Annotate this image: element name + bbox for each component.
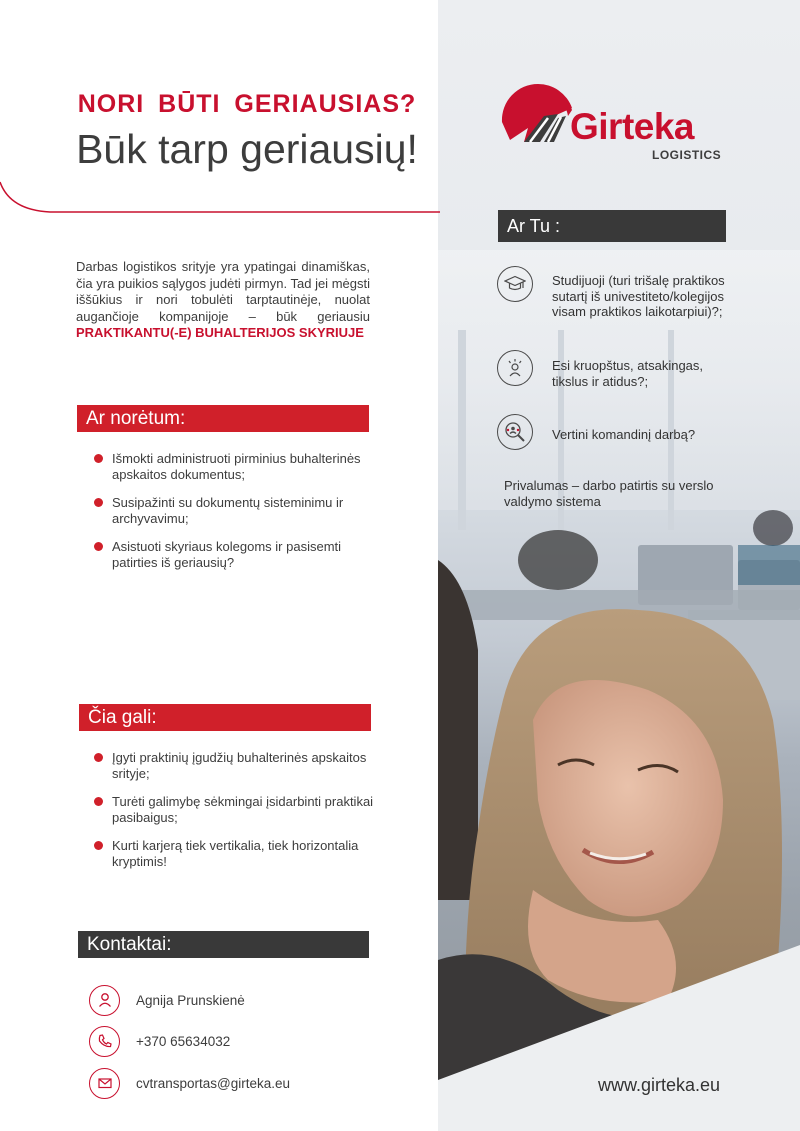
intro-text: Darbas logistikos srityje yra ypatingai dinamiškas, čia yra puikios sąlygos judėti pirmyn. Tad jei mėgsti iššūkius ir nori tobulėti tarptautinėje, nuolat augančioje kompanijoje – būk geriausiu <box>76 259 370 324</box>
bullet-dot-icon <box>94 753 103 762</box>
phone-icon <box>89 1026 120 1057</box>
list-item: Įgyti praktinių įgudžių buhalterinės apskaitos srityje; <box>94 750 374 781</box>
headline: NORI BŪTI GERIAUSIAS? <box>77 90 417 118</box>
envelope-icon <box>89 1068 120 1099</box>
team-search-icon <box>497 414 533 450</box>
are-you-item-text: Esi kruopštus, atsakingas, tikslus ir atidus?; <box>552 358 704 389</box>
graduation-cap-icon <box>497 266 533 302</box>
bullet-dot-icon <box>94 841 103 850</box>
logo-sub: LOGISTICS <box>652 148 722 162</box>
list-item: Turėti galimybę sėkmingai įsidarbinti praktikai pasibaigus; <box>94 794 374 825</box>
person-idea-icon <box>497 350 533 386</box>
would-you-header: Ar norėtum: <box>77 405 369 432</box>
office-photo <box>438 0 800 1131</box>
list-item: Kurti karjerą tiek vertikalia, tiek horizontalia kryptimis! <box>94 838 374 869</box>
contact-email[interactable]: cvtransportas@girteka.eu <box>136 1075 291 1091</box>
contact-name-row <box>89 984 245 1016</box>
list-item: Išmokti administruoti pirminius buhalterinės apskaitos dokumentus; <box>94 451 374 482</box>
contact-email-row[interactable] <box>89 1067 290 1099</box>
would-you-list <box>94 451 374 583</box>
contact-phone-row[interactable] <box>89 1025 230 1057</box>
website-link[interactable]: www.girteka.eu <box>598 1075 721 1095</box>
intro-highlight: PRAKTIKANTU(-E) BUHALTERIJOS SKYRIUJE <box>76 325 364 340</box>
girteka-logo <box>500 80 732 162</box>
person-icon <box>89 985 120 1016</box>
intro-paragraph <box>76 259 370 342</box>
bullet-dot-icon <box>94 542 103 551</box>
list-item: Asistuoti skyriaus kolegoms ir pasisemti patirties iš geriausių? <box>94 539 374 570</box>
contact-name: Agnija Prunskienė <box>136 992 245 1008</box>
are-you-item-text: Studijuoji (turi trišalę praktikos sutartį iš univestiteto/kolegijos visam praktikos laikotarpiui)?; <box>552 273 725 319</box>
photo-panel <box>438 0 800 1131</box>
bullet-dot-icon <box>94 454 103 463</box>
here-you-can-header: Čia gali: <box>79 704 371 731</box>
logo-brand: Girteka <box>570 106 695 147</box>
are-you-item-text: Vertini komandinį darbą? <box>552 427 696 442</box>
here-you-can-list <box>94 750 374 882</box>
bullet-dot-icon <box>94 797 103 806</box>
are-you-header: Ar Tu : <box>498 210 726 242</box>
bullet-dot-icon <box>94 498 103 507</box>
list-item: Susipažinti su dokumentų sisteminimu ir archyvavimu; <box>94 495 374 526</box>
contact-phone[interactable]: +370 65634032 <box>136 1033 231 1049</box>
contacts-header: Kontaktai: <box>78 931 369 958</box>
subhead: Būk tarp geriausių! <box>76 126 418 172</box>
advantage-text: Privalumas – darbo patirtis su verslo valdymo sistema <box>504 478 714 509</box>
